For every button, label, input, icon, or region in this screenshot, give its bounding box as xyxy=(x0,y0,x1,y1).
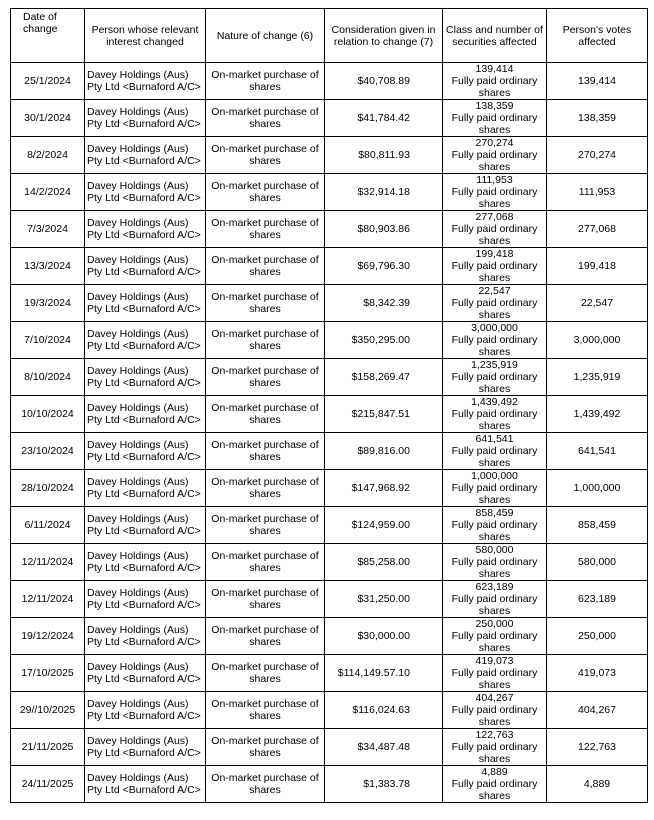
cell-nature: On-market purchase of shares xyxy=(206,766,325,803)
cell-votes: 138,359 xyxy=(547,100,648,137)
cell-person: Davey Holdings (Aus) Pty Ltd <Burnaford A/C> xyxy=(85,285,206,322)
cell-person: Davey Holdings (Aus) Pty Ltd <Burnaford A/C> xyxy=(85,359,206,396)
cell-person: Davey Holdings (Aus) Pty Ltd <Burnaford A/C> xyxy=(85,470,206,507)
cell-votes: 270,274 xyxy=(547,137,648,174)
cell-nature: On-market purchase of shares xyxy=(206,507,325,544)
table-row xyxy=(11,692,648,729)
cell-securities xyxy=(443,359,547,396)
cell-securities xyxy=(443,581,547,618)
cell-nature: On-market purchase of shares xyxy=(206,692,325,729)
cell-nature: On-market purchase of shares xyxy=(206,211,325,248)
securities-number: 122,763 xyxy=(475,729,514,741)
cell-votes: 122,763 xyxy=(547,729,648,766)
cell-nature: On-market purchase of shares xyxy=(206,100,325,137)
securities-class: Fully paid ordinary shares xyxy=(451,778,538,802)
cell-securities xyxy=(443,544,547,581)
cell-votes: 580,000 xyxy=(547,544,648,581)
table-row xyxy=(11,618,648,655)
table-row xyxy=(11,655,648,692)
cell-consideration: $1,383.78 xyxy=(325,766,443,803)
cell-date: 8/10/2024 xyxy=(11,359,85,396)
securities-class: Fully paid ordinary shares xyxy=(451,75,538,99)
cell-person: Davey Holdings (Aus) Pty Ltd <Burnaford A/C> xyxy=(85,618,206,655)
cell-securities xyxy=(443,285,547,322)
cell-votes: 250,000 xyxy=(547,618,648,655)
securities-class: Fully paid ordinary shares xyxy=(451,112,538,136)
table-row xyxy=(11,322,648,359)
cell-votes: 111,953 xyxy=(547,174,648,211)
cell-consideration: $89,816.00 xyxy=(325,433,443,470)
securities-number: 111,953 xyxy=(476,174,513,186)
securities-number: 138,359 xyxy=(475,100,514,112)
cell-person: Davey Holdings (Aus) Pty Ltd <Burnaford A/C> xyxy=(85,322,206,359)
securities-number: 139,414 xyxy=(475,63,514,75)
cell-person: Davey Holdings (Aus) Pty Ltd <Burnaford A/C> xyxy=(85,433,206,470)
cell-nature: On-market purchase of shares xyxy=(206,248,325,285)
cell-person: Davey Holdings (Aus) Pty Ltd <Burnaford A/C> xyxy=(85,544,206,581)
cell-date: 23/10/2024 xyxy=(11,433,85,470)
cell-date: 10/10/2024 xyxy=(11,396,85,433)
cell-consideration: $32,914.18 xyxy=(325,174,443,211)
cell-date: 14/2/2024 xyxy=(11,174,85,211)
cell-votes: 277,068 xyxy=(547,211,648,248)
cell-consideration: $34,487.48 xyxy=(325,729,443,766)
cell-votes: 22,547 xyxy=(547,285,648,322)
cell-person: Davey Holdings (Aus) Pty Ltd <Burnaford A/C> xyxy=(85,248,206,285)
cell-nature: On-market purchase of shares xyxy=(206,174,325,211)
securities-number: 22,547 xyxy=(478,285,511,297)
cell-consideration: $158,269.47 xyxy=(325,359,443,396)
table-row xyxy=(11,507,648,544)
cell-securities xyxy=(443,211,547,248)
cell-securities xyxy=(443,507,547,544)
cell-date: 25/1/2024 xyxy=(11,63,85,100)
securities-number: 250,000 xyxy=(475,618,514,630)
securities-class: Fully paid ordinary shares xyxy=(451,741,538,765)
cell-person: Davey Holdings (Aus) Pty Ltd <Burnaford A/C> xyxy=(85,507,206,544)
table-row xyxy=(11,285,648,322)
securities-number: 419,073 xyxy=(475,655,514,667)
cell-nature: On-market purchase of shares xyxy=(206,433,325,470)
header-consideration: Consideration given in relation to change (7) xyxy=(325,9,443,63)
cell-votes: 1,439,492 xyxy=(547,396,648,433)
cell-consideration: $40,708.89 xyxy=(325,63,443,100)
cell-securities xyxy=(443,248,547,285)
securities-class: Fully paid ordinary shares xyxy=(451,297,538,321)
securities-class: Fully paid ordinary shares xyxy=(451,334,538,358)
cell-nature: On-market purchase of shares xyxy=(206,63,325,100)
securities-class: Fully paid ordinary shares xyxy=(451,223,538,247)
cell-votes: 139,414 xyxy=(547,63,648,100)
securities-number: 580,000 xyxy=(475,544,514,556)
securities-class: Fully paid ordinary shares xyxy=(451,519,538,543)
cell-person: Davey Holdings (Aus) Pty Ltd <Burnaford A/C> xyxy=(85,692,206,729)
securities-class: Fully paid ordinary shares xyxy=(451,630,538,654)
cell-votes: 3,000,000 xyxy=(547,322,648,359)
securities-class: Fully paid ordinary shares xyxy=(451,556,538,580)
header-person: Person whose relevant interest changed xyxy=(85,9,206,63)
cell-consideration: $350,295.00 xyxy=(325,322,443,359)
cell-consideration: $114,149.57.10 xyxy=(325,655,443,692)
cell-nature: On-market purchase of shares xyxy=(206,655,325,692)
cell-nature: On-market purchase of shares xyxy=(206,285,325,322)
securities-number: 1,439,492 xyxy=(471,396,518,408)
cell-consideration: $31,250.00 xyxy=(325,581,443,618)
securities-class: Fully paid ordinary shares xyxy=(451,445,538,469)
cell-securities xyxy=(443,322,547,359)
cell-votes: 858,459 xyxy=(547,507,648,544)
cell-date: 17/10/2025 xyxy=(11,655,85,692)
cell-securities xyxy=(443,655,547,692)
cell-nature: On-market purchase of shares xyxy=(206,729,325,766)
table-row xyxy=(11,174,648,211)
cell-consideration: $80,903.86 xyxy=(325,211,443,248)
table-row xyxy=(11,470,648,507)
table-row xyxy=(11,211,648,248)
cell-date: 12/11/2024 xyxy=(11,544,85,581)
table-body xyxy=(11,63,648,803)
cell-nature: On-market purchase of shares xyxy=(206,359,325,396)
cell-securities xyxy=(443,100,547,137)
cell-consideration: $85,258.00 xyxy=(325,544,443,581)
table-row xyxy=(11,433,648,470)
cell-person: Davey Holdings (Aus) Pty Ltd <Burnaford A/C> xyxy=(85,211,206,248)
header-date: Date of change xyxy=(11,9,85,63)
table-row xyxy=(11,581,648,618)
table-row xyxy=(11,544,648,581)
cell-consideration: $215,847.51 xyxy=(325,396,443,433)
securities-class: Fully paid ordinary shares xyxy=(451,186,538,210)
securities-number: 277,068 xyxy=(475,211,514,223)
securities-class: Fully paid ordinary shares xyxy=(451,704,538,728)
table-row xyxy=(11,766,648,803)
cell-securities xyxy=(443,729,547,766)
header-securities: Class and number of securities affected xyxy=(443,9,547,63)
table-row xyxy=(11,248,648,285)
table-row xyxy=(11,137,648,174)
cell-nature: On-market purchase of shares xyxy=(206,137,325,174)
cell-person: Davey Holdings (Aus) Pty Ltd <Burnaford A/C> xyxy=(85,63,206,100)
cell-date: 19/12/2024 xyxy=(11,618,85,655)
cell-consideration: $80,811.93 xyxy=(325,137,443,174)
header-votes: Person's votes affected xyxy=(547,9,648,63)
cell-date: 19/3/2024 xyxy=(11,285,85,322)
cell-person: Davey Holdings (Aus) Pty Ltd <Burnaford A/C> xyxy=(85,581,206,618)
cell-person: Davey Holdings (Aus) Pty Ltd <Burnaford A/C> xyxy=(85,655,206,692)
securities-class: Fully paid ordinary shares xyxy=(451,408,538,432)
cell-votes: 623,189 xyxy=(547,581,648,618)
securities-number: 858,459 xyxy=(475,507,514,519)
table-row xyxy=(11,63,648,100)
cell-date: 6/11/2024 xyxy=(11,507,85,544)
cell-securities xyxy=(443,396,547,433)
cell-date: 13/3/2024 xyxy=(11,248,85,285)
cell-date: 30/1/2024 xyxy=(11,100,85,137)
cell-votes: 199,418 xyxy=(547,248,648,285)
header-nature: Nature of change (6) xyxy=(206,9,325,63)
cell-securities xyxy=(443,137,547,174)
securities-class: Fully paid ordinary shares xyxy=(451,593,538,617)
securities-number: 623,189 xyxy=(475,581,514,593)
cell-nature: On-market purchase of shares xyxy=(206,396,325,433)
cell-securities xyxy=(443,433,547,470)
cell-person: Davey Holdings (Aus) Pty Ltd <Burnaford A/C> xyxy=(85,137,206,174)
securities-number: 4,889 xyxy=(481,766,508,778)
securities-number: 641,541 xyxy=(475,433,514,445)
cell-securities xyxy=(443,63,547,100)
cell-securities xyxy=(443,766,547,803)
cell-person: Davey Holdings (Aus) Pty Ltd <Burnaford A/C> xyxy=(85,766,206,803)
cell-consideration: $124,959.00 xyxy=(325,507,443,544)
securities-class: Fully paid ordinary shares xyxy=(451,371,538,395)
cell-consideration: $69,796.30 xyxy=(325,248,443,285)
cell-votes: 1,000,000 xyxy=(547,470,648,507)
cell-securities xyxy=(443,618,547,655)
cell-votes: 419,073 xyxy=(547,655,648,692)
securities-number: 1,000,000 xyxy=(471,470,518,482)
cell-votes: 641,541 xyxy=(547,433,648,470)
cell-date: 12/11/2024 xyxy=(11,581,85,618)
cell-nature: On-market purchase of shares xyxy=(206,544,325,581)
cell-votes: 1,235,919 xyxy=(547,359,648,396)
cell-nature: On-market purchase of shares xyxy=(206,470,325,507)
cell-person: Davey Holdings (Aus) Pty Ltd <Burnaford A/C> xyxy=(85,729,206,766)
securities-class: Fully paid ordinary shares xyxy=(451,149,538,173)
cell-votes: 404,267 xyxy=(547,692,648,729)
cell-person: Davey Holdings (Aus) Pty Ltd <Burnaford A/C> xyxy=(85,396,206,433)
table-row xyxy=(11,396,648,433)
table-row xyxy=(11,359,648,396)
cell-consideration: $41,784.42 xyxy=(325,100,443,137)
cell-securities xyxy=(443,470,547,507)
cell-date: 8/2/2024 xyxy=(11,137,85,174)
securities-number: 199,418 xyxy=(475,248,514,260)
cell-securities xyxy=(443,174,547,211)
securities-class: Fully paid ordinary shares xyxy=(451,482,538,506)
cell-date: 21/11/2025 xyxy=(11,729,85,766)
cell-date: 7/3/2024 xyxy=(11,211,85,248)
header-row xyxy=(11,9,648,63)
cell-nature: On-market purchase of shares xyxy=(206,618,325,655)
securities-class: Fully paid ordinary shares xyxy=(451,260,538,284)
securities-number: 270,274 xyxy=(475,137,514,149)
cell-person: Davey Holdings (Aus) Pty Ltd <Burnaford A/C> xyxy=(85,100,206,137)
cell-votes: 4,889 xyxy=(547,766,648,803)
changes-table xyxy=(10,8,648,803)
cell-date: 29//10/2025 xyxy=(11,692,85,729)
table-row xyxy=(11,100,648,137)
cell-nature: On-market purchase of shares xyxy=(206,322,325,359)
securities-number: 3,000,000 xyxy=(471,322,518,334)
cell-date: 7/10/2024 xyxy=(11,322,85,359)
cell-nature: On-market purchase of shares xyxy=(206,581,325,618)
cell-date: 24/11/2025 xyxy=(11,766,85,803)
securities-number: 404,267 xyxy=(475,692,514,704)
cell-securities xyxy=(443,692,547,729)
securities-class: Fully paid ordinary shares xyxy=(451,667,538,691)
cell-consideration: $30,000.00 xyxy=(325,618,443,655)
securities-number: 1,235,919 xyxy=(471,359,518,371)
cell-date: 28/10/2024 xyxy=(11,470,85,507)
cell-consideration: $8,342.39 xyxy=(325,285,443,322)
table-row xyxy=(11,729,648,766)
cell-person: Davey Holdings (Aus) Pty Ltd <Burnaford A/C> xyxy=(85,174,206,211)
cell-consideration: $147,968.92 xyxy=(325,470,443,507)
cell-consideration: $116,024.63 xyxy=(325,692,443,729)
